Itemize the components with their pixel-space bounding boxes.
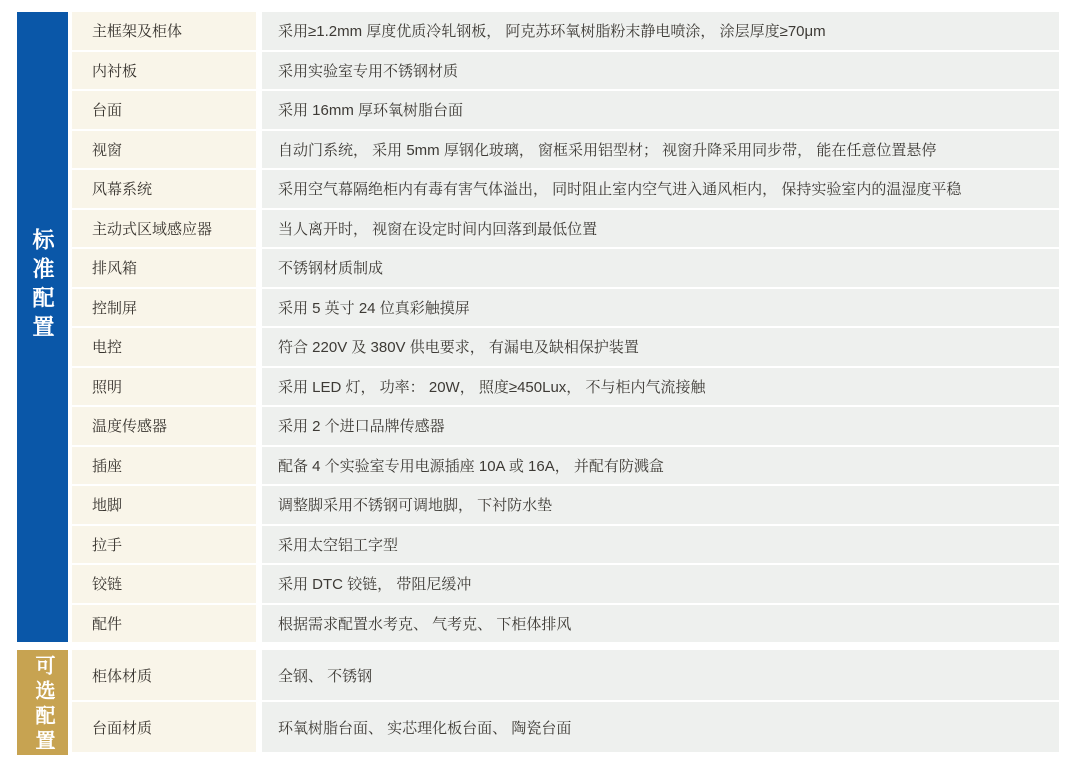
- spec-item-name: 风幕系统: [72, 170, 256, 208]
- spec-item-name: 排风箱: [72, 249, 256, 287]
- spec-row: [72, 605, 1059, 643]
- spec-row: [72, 565, 1059, 603]
- spec-row: [72, 650, 1059, 700]
- spec-row: [72, 91, 1059, 129]
- spec-row: [72, 407, 1059, 445]
- spec-item-description: 采用太空铝工字型: [262, 526, 1059, 564]
- spec-item-name: 拉手: [72, 526, 256, 564]
- spec-row: [72, 131, 1059, 169]
- spec-item-name: 电控: [72, 328, 256, 366]
- spec-item-name: 主动式区域感应器: [72, 210, 256, 248]
- spec-item-name: 配件: [72, 605, 256, 643]
- spec-item-description: 采用≥1.2mm 厚度优质冷轧钢板， 阿克苏环氧树脂粉末静电喷涂， 涂层厚度≥70μm: [262, 12, 1059, 50]
- spec-row: [72, 486, 1059, 524]
- spec-row: [72, 526, 1059, 564]
- standard-config-section: [17, 12, 1059, 642]
- spec-item-name: 铰链: [72, 565, 256, 603]
- spec-item-name: 地脚: [72, 486, 256, 524]
- optional-config-section: [17, 650, 1059, 755]
- spec-item-name: 内衬板: [72, 52, 256, 90]
- spec-item-description: 根据需求配置水考克、 气考克、 下柜体排风: [262, 605, 1059, 643]
- spec-item-description: 配备 4 个实验室专用电源插座 10A 或 16A， 并配有防溅盒: [262, 447, 1059, 485]
- spec-item-name: 台面材质: [72, 702, 256, 752]
- optional-config-label: 可选配置: [17, 650, 68, 755]
- spec-item-description: 全钢、 不锈钢: [262, 650, 1059, 700]
- spec-item-name: 视窗: [72, 131, 256, 169]
- spec-item-description: 自动门系统， 采用 5mm 厚钢化玻璃， 窗框采用铝型材； 视窗升降采用同步带， 能在任意位置悬停: [262, 131, 1059, 169]
- spec-item-description: 采用实验室专用不锈钢材质: [262, 52, 1059, 90]
- spec-item-description: 调整脚采用不锈钢可调地脚， 下衬防水垫: [262, 486, 1059, 524]
- spec-item-description: 采用 LED 灯， 功率： 20W， 照度≥450Lux， 不与柜内气流接触: [262, 368, 1059, 406]
- spec-row: [72, 12, 1059, 50]
- spec-item-description: 当人离开时， 视窗在设定时间内回落到最低位置: [262, 210, 1059, 248]
- spec-item-name: 控制屏: [72, 289, 256, 327]
- spec-row: [72, 447, 1059, 485]
- spec-item-name: 主框架及柜体: [72, 12, 256, 50]
- spec-item-description: 采用 5 英寸 24 位真彩触摸屏: [262, 289, 1059, 327]
- standard-config-rows: [72, 12, 1059, 642]
- spec-item-description: 环氧树脂台面、 实芯理化板台面、 陶瓷台面: [262, 702, 1059, 752]
- spec-row: [72, 249, 1059, 287]
- spec-item-name: 台面: [72, 91, 256, 129]
- spec-item-description: 采用空气幕隔绝柜内有毒有害气体溢出， 同时阻止室内空气进入通风柜内， 保持实验室内的温湿度平稳: [262, 170, 1059, 208]
- spec-item-description: 符合 220V 及 380V 供电要求， 有漏电及缺相保护装置: [262, 328, 1059, 366]
- spec-row: [72, 170, 1059, 208]
- spec-item-description: 采用 DTC 铰链， 带阻尼缓冲: [262, 565, 1059, 603]
- spec-item-name: 照明: [72, 368, 256, 406]
- spec-item-name: 插座: [72, 447, 256, 485]
- spec-item-description: 采用 16mm 厚环氧树脂台面: [262, 91, 1059, 129]
- spec-row: [72, 328, 1059, 366]
- spec-row: [72, 210, 1059, 248]
- spec-item-description: 采用 2 个进口品牌传感器: [262, 407, 1059, 445]
- spec-row: [72, 52, 1059, 90]
- spec-item-name: 温度传感器: [72, 407, 256, 445]
- spec-row: [72, 368, 1059, 406]
- standard-config-label: 标准配置: [17, 12, 68, 642]
- spec-item-name: 柜体材质: [72, 650, 256, 700]
- optional-config-rows: [72, 650, 1059, 755]
- spec-item-description: 不锈钢材质制成: [262, 249, 1059, 287]
- spec-row: [72, 289, 1059, 327]
- spec-row: [72, 702, 1059, 752]
